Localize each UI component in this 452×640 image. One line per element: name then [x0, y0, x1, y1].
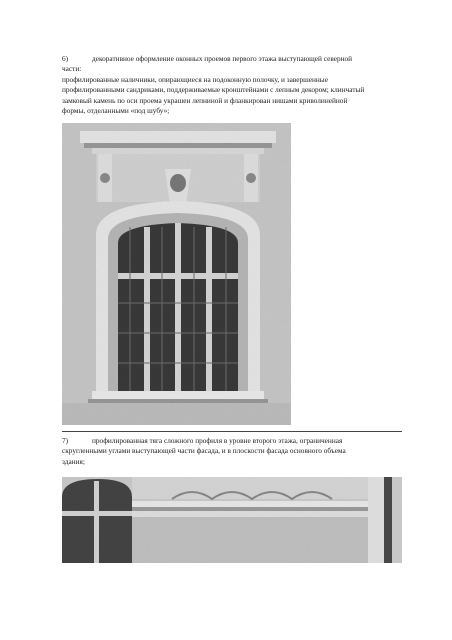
section-6-line-6: формы, отделанными «под шубу»; [62, 106, 170, 116]
section-6-line-4: профилированными сандриками, поддерживаемые кронштейнами с лепным декором; клинчатый [62, 85, 365, 95]
section-6-text [62, 54, 404, 116]
section-6-line-1 [62, 54, 404, 64]
section-7-line-1 [62, 436, 394, 446]
section-7-number: 7) [62, 436, 69, 445]
section-7-text [62, 436, 394, 467]
section-7-line-3: здания; [62, 456, 85, 466]
section-7-line-2: скругленными углами выступающей части фасада, и в плоскости фасада основного объема [62, 446, 346, 456]
section-6-heading: декоративное оформление оконных проемов первого этажа выступающей северной [92, 54, 353, 63]
window-facade-photo [62, 123, 291, 425]
section-divider [62, 431, 402, 432]
section-6-line-3: профилированные наличники, опирающиеся на подоконную полочку, и завершенные [62, 74, 328, 84]
section-6-line-2: части: [62, 64, 82, 74]
section-7-heading: профилированная тяга сложного профиля в уровне второго этажа, ограниченная [92, 436, 343, 445]
section-6-number: 6) [62, 54, 69, 63]
section-6-line-5: замковый камень по оси проема украшен лепниной и фланкирован нишами криволинейной [62, 95, 348, 105]
cornice-facade-photo [62, 477, 402, 563]
